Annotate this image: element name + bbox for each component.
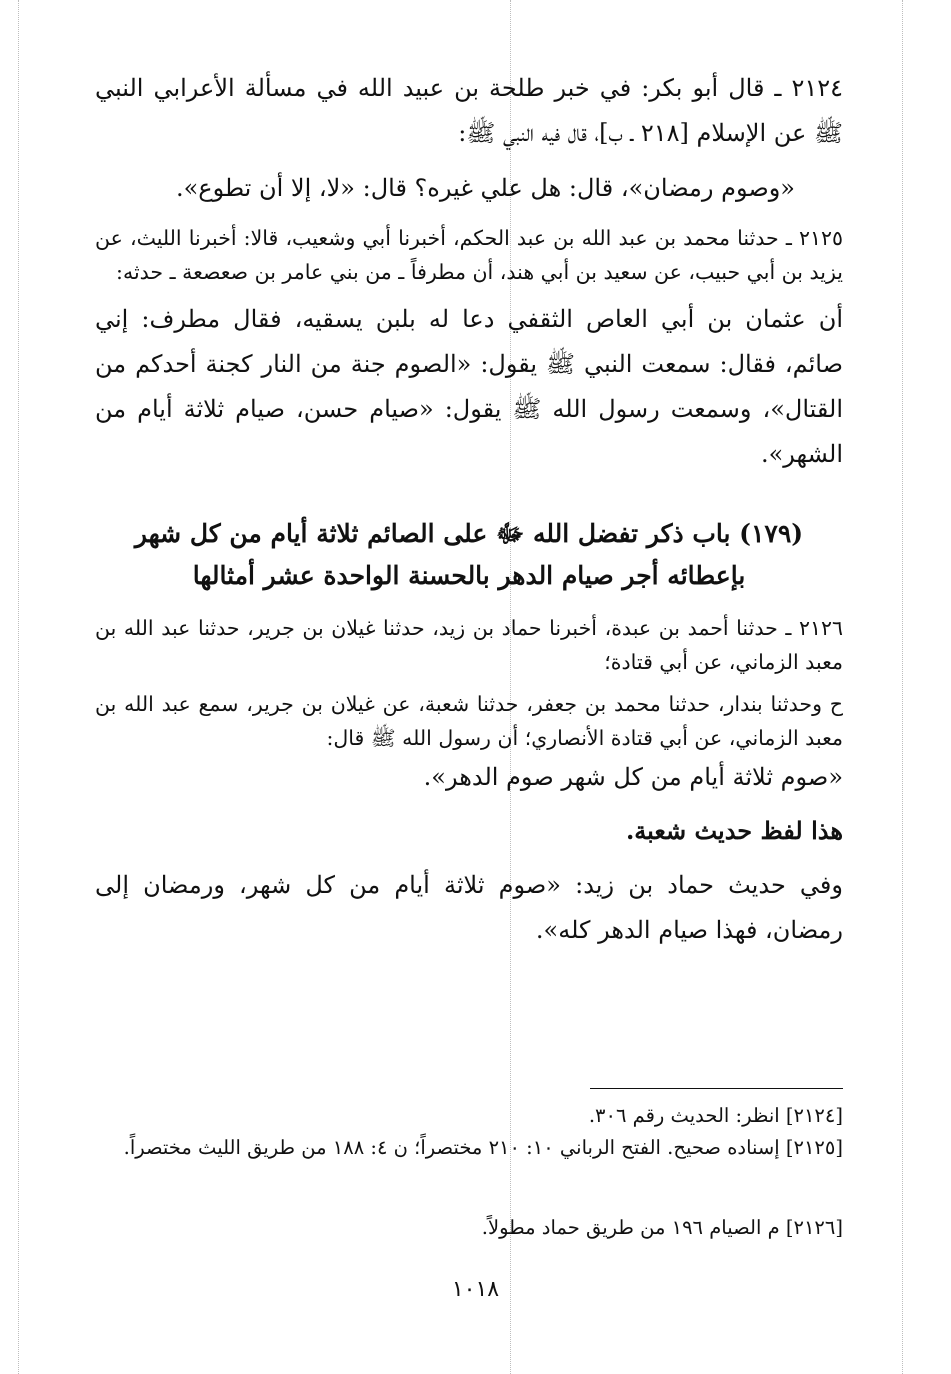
page-number: ١٠١٨ bbox=[451, 1277, 500, 1302]
hadith-2125-text: أن عثمان بن أبي العاص الثقفي دعا له بلبن يسقيه، فقال مطرف: إني صائم، فقال: سمعت النبي ﷺ يقول: «الصوم جنة من النار كجنة أحدكم من القتال»، وسمعت رسول الله ﷺ يقول: «صيام حسن، صيام ثلاثة أيام من الشهر». bbox=[95, 305, 843, 468]
hadith-2125-isnad: ٢١٢٥ ـ حدثنا محمد بن عبد الله بن عبد الحكم، أخبرنا أبي وشعيب، قالا: أخبرنا الليث، عن يزيد بن أبي حبيب، عن سعيد بن أبي هند، أن مطرفاً ـ من بني عامر بن صعصعة ـ حدثه: bbox=[95, 226, 843, 284]
scan-guide-line bbox=[18, 0, 19, 1374]
hadith-2126-second-isnad: ح وحدثنا بندار، حدثنا محمد بن جعفر، حدثنا شعبة، عن غيلان بن جرير، سمع عبد الله بن معبد الزماني، عن أبي قتادة الأنصاري؛ أن رسول الله ﷺ قال: bbox=[95, 692, 843, 750]
footnote-2124: [٢١٢٤] انظر: الحديث رقم ٣٠٦. bbox=[588, 1104, 843, 1127]
hadith-2126-quote: «صوم ثلاثة أيام من كل شهر صوم الدهر». bbox=[423, 763, 843, 791]
footnote-divider bbox=[590, 1088, 843, 1089]
page-body bbox=[95, 66, 843, 953]
footnote-2125: [٢١٢٥] إسناده صحيح. الفتح الرباني ١٠: ٢١٠ مختصراً؛ ن ٤: ١٨٨ من طريق الليث مختصراً. bbox=[123, 1136, 843, 1159]
hadith-2124: ٢١٢٤ ـ قال أبو بكر: في خبر طلحة بن عبيد الله في مسألة الأعرابي النبي ﷺ عن الإسلام [٢١٨ ـ ب]، قال فيه النبي ﷺ: bbox=[95, 74, 843, 147]
chapter-heading: (١٧٩) باب ذكر تفضل الله ﷻ على الصائم ثلاثة أيام من كل شهر بإعطائه أجر صيام الدهر بالحسنة الواحدة عشر أمثالها bbox=[134, 519, 804, 590]
footnote-2126: [٢١٢٦] م الصيام ١٩٦ من طريق حماد مطولاً. bbox=[481, 1216, 843, 1239]
hadith-2126-variant: وفي حديث حماد بن زيد: «صوم ثلاثة أيام من كل شهر، ورمضان إلى رمضان، فهذا صيام الدهر كله». bbox=[95, 871, 843, 944]
scan-guide-line bbox=[902, 0, 903, 1374]
hadith-2126-isnad: ٢١٢٦ ـ حدثنا أحمد بن عبدة، أخبرنا حماد بن زيد، حدثنا غيلان بن جرير، حدثنا عبد الله بن معبد الزماني، عن أبي قتادة؛ bbox=[95, 616, 843, 674]
hadith-2124-quote: «وصوم رمضان»، قال: هل علي غيره؟ قال: «لا، إلا أن تطوع». bbox=[175, 174, 795, 202]
note-wording: هذا لفظ حديث شعبة. bbox=[625, 816, 843, 845]
